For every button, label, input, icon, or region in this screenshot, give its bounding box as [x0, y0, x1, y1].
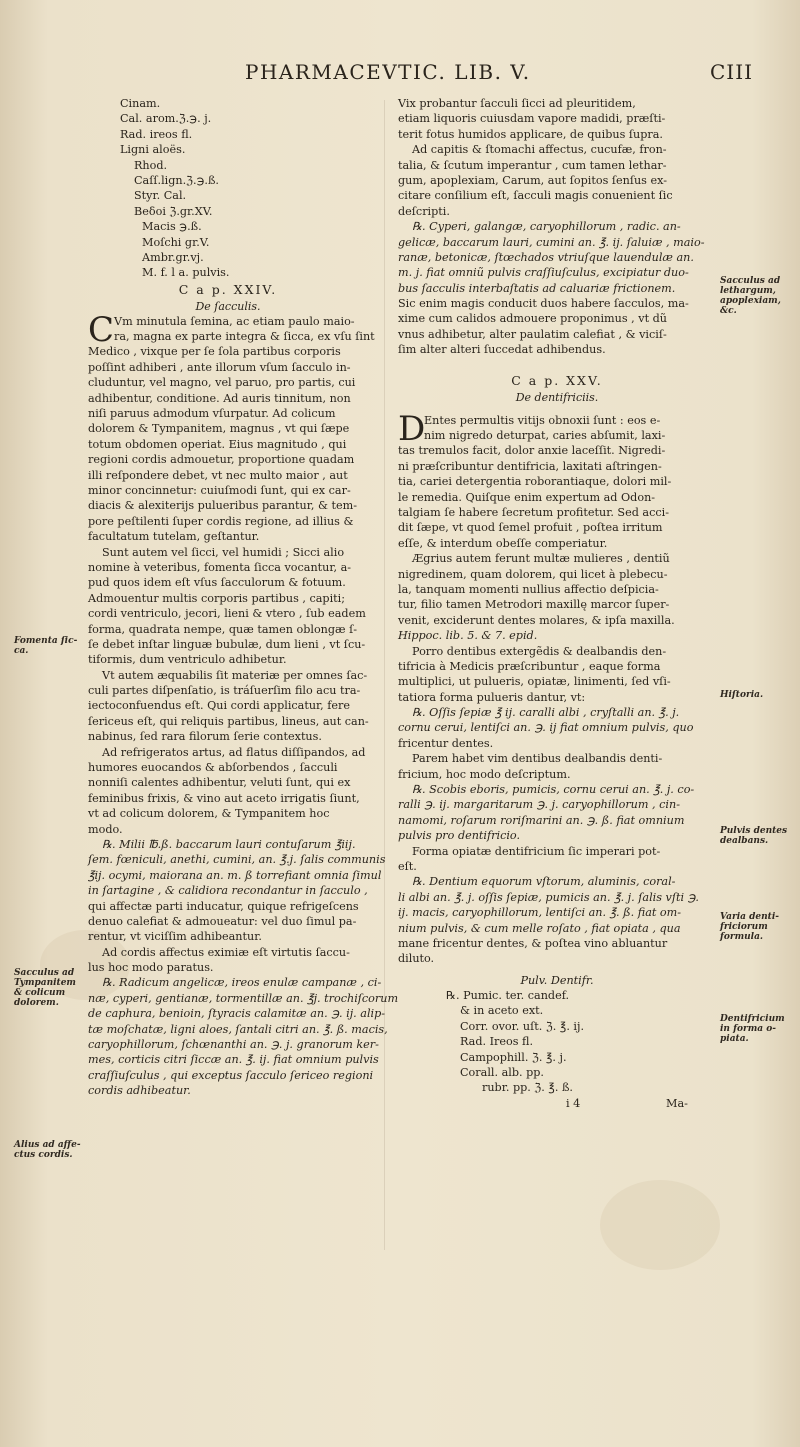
body-line: rentur, vt viciſſim adhibeantur.	[88, 930, 262, 944]
margin-note: Sacculus ad lethargum, apoplexiam, &c.	[720, 276, 781, 316]
body-line: Sunt autem vel ſicci, vel humidi ; Sicci alio	[102, 545, 345, 559]
body-line: niſi paruus admodum vſurpatur. Ad colicum	[88, 407, 336, 421]
body-line: Parem habet vim dentibus dealbandis denti-	[412, 752, 663, 766]
body-line: adhibentur, conditione. Ad auris tinnitum, non	[88, 391, 351, 405]
body-line: la, tanquam momenti nullius affectio deſpicia-	[398, 582, 659, 596]
body-line: cluduntur, vel magno, vel paruo, pro partis, cui	[88, 376, 356, 390]
paper-stain	[600, 1180, 720, 1270]
drop-capital: C	[88, 309, 115, 350]
body-line: talgiam ſe habere ſecretum profitetur. Sed acci-	[398, 505, 669, 519]
recipe-line: Ligni aloës.	[120, 143, 186, 157]
body-line: qui affectæ parti inducatur, quique refrigeſcens	[88, 899, 359, 913]
body-line: tatiora forma pulueris dantur, vt:	[398, 690, 586, 704]
body-line: Sic enim magis conducit duos habere ſacculos, ma-	[398, 297, 689, 311]
body-line: tas tremulos facit, dolor anxie laceſſit. Nigredi-	[398, 444, 666, 458]
body-line: dolorem & Tympanitem, magnus , vt qui ſæpe	[88, 422, 350, 436]
body-line: Medico , vixque per ſe ſola partibus corporis	[88, 345, 341, 359]
body-line: humores euocandos & abſorbendos , ſacculi	[88, 761, 338, 775]
body-line: nigredinem, quam dolorem, qui licet à plebecu-	[398, 567, 668, 581]
recipe-line: namomi, roſarum roriſmarini an. ℈. ß. fiat omnium	[398, 813, 685, 827]
body-line: tifricia à Medicis præſcribuntur , eaque forma	[398, 659, 661, 673]
body-line: xime cum calidos admouere proponimus , vt dũ	[398, 312, 668, 326]
recipe-line: tæ moſchatæ, ligni aloes, ſantali citri an. ℥. ß. macis,	[88, 1022, 388, 1036]
recipe-line: Cal. arom.ℨ.℈. j.	[120, 112, 212, 126]
recipe-line: fricentur dentes.	[398, 736, 494, 750]
body-line: diacis & alexiterijs pulueribus parantur, & tem-	[88, 499, 357, 513]
recipe-line: Rhod.	[134, 158, 168, 172]
body-line: poſſint adhiberi , ante illorum vſum ſacculo in-	[88, 360, 351, 374]
left-column	[88, 96, 399, 1099]
body-line: dit ſæpe, vt quod ſemel profuit , poſtea irritum	[398, 521, 663, 535]
recipe-title: Pulv. Dentifr.	[520, 973, 594, 987]
chapter-heading: C a p. XXIV.	[178, 281, 278, 297]
recipe-line: Moſchi gr.V.	[142, 235, 210, 249]
recipe-line: Corall. alb. pp.	[460, 1066, 544, 1080]
body-line: totum obdomen operiat. Eius magnitudo , qui	[88, 437, 347, 451]
body-line: etiam liquoris cuiusdam vapore madidi, præſti-	[398, 112, 666, 126]
body-line: ſim alter alteri ſuccedat adhibendus.	[398, 343, 606, 357]
body-line: diluto.	[398, 952, 435, 966]
body-line: talia, & ſcutum imperantur , cum tamen lethar-	[398, 158, 667, 172]
margin-note: Varia denti- friciorum formula.	[720, 912, 779, 942]
body-text: Entes permultis vitijs obnoxii ſunt : eos e-	[424, 413, 661, 427]
recipe-line: ℞. Milii ℔.ß. baccarum lauri contuſarum ℥iij.	[102, 837, 356, 851]
recipe-line: Macis ℈.ß.	[142, 220, 202, 234]
page-footer	[398, 1096, 716, 1111]
citation-line: Hippoc. lib. 5. & 7. epid.	[398, 629, 538, 643]
body-line: facultatum tutelam, geſtantur.	[88, 530, 260, 544]
body-line: forma, quadrata nempe, quæ tamen oblongæ ſ-	[88, 622, 358, 636]
body-line: vnus adhibetur, alter paulatim calefiat , & viciſ-	[398, 327, 667, 341]
body-line: regioni cordis admouetur, proportione quadam	[88, 453, 355, 467]
body-line: ni præſcribuntur dentifricia, laxitati aſtringen-	[398, 459, 662, 473]
body-line: terit fotus humidos applicare, de quibus ſupra.	[398, 127, 663, 141]
body-line: pud quos idem eſt vſus ſacculorum & fotuum.	[88, 576, 346, 590]
recipe-line: cornu cerui, lentiſci an. ℈. ij fiat omnium pulvis, quo	[398, 721, 694, 735]
body-line: modo.	[88, 822, 123, 836]
body-line: lus hoc modo paratus.	[88, 961, 214, 975]
recipe-line: Caſſ.lign.ℨ.℈.ß.	[134, 173, 219, 187]
recipe-line: Beδoi ℨ.gr.XV.	[134, 204, 213, 218]
body-line: nim nigredo deturpat, caries abſumit, laxi-	[424, 429, 666, 443]
body-line: tia, cariei detergentia roborantiaque, dolori mil-	[398, 475, 672, 489]
margin-note: Fomenta ſic- ca.	[14, 636, 78, 656]
recipe-line: ℞. Cyperi, galangæ, caryophillorum , radic. an-	[412, 220, 681, 234]
signature-mark: i 4	[566, 1096, 581, 1110]
body-line: pore peſtilenti ſuper cordis regione, ad illius &	[88, 514, 354, 528]
recipe-line: Campophill. ℨ. ℥. j.	[460, 1050, 567, 1064]
body-line: Ad capitis & ſtomachi affectus, cucufæ, fron-	[412, 143, 667, 157]
recipe-line: M. f. l a. pulvis.	[142, 266, 230, 280]
body-line: deſcripti.	[398, 204, 450, 218]
right-column	[398, 96, 716, 1111]
body-line: iectoconfuendus eſt. Qui cordi applicatur, fere	[88, 699, 351, 713]
body-line: Porro dentibus extergẽdis & dealbandis den-	[412, 644, 667, 658]
body-line: ſericeus eſt, qui reliquis partibus, lineus, aut can-	[88, 714, 369, 728]
recipe-line: cordis adhibeatur.	[88, 1084, 191, 1098]
body-line: Admouentur multis corporis partibus , capiti;	[88, 591, 346, 605]
body-line: mane fricentur dentes, & poſtea vino abluantur	[398, 936, 668, 950]
recipe-line: ſem. fœniculi, anethi, cumini, an. ℥.j. ſalis communis	[88, 853, 386, 867]
recipe-line: ℞. Scobis eboris, pumicis, cornu cerui an. ℥. j. co-	[412, 783, 695, 797]
recipe-line: ranæ, betonicæ, ſtœchados vtriuſque lauendulæ an.	[398, 250, 694, 264]
body-line: Ad refrigeratos artus, ad flatus diſſipandos, ad	[102, 745, 366, 759]
body-line: minor concinnetur: cuiuſmodi ſunt, qui ex car-	[88, 483, 351, 497]
body-line: citare conſilium eſt, ſacculi magis conuenient ſic	[398, 189, 673, 203]
recipe-line: Ambr.gr.vj.	[142, 250, 204, 264]
body-line: multiplici, ut pulueris, opiatæ, linimenti, ſed vſi-	[398, 675, 671, 689]
body-line: denuo calefiat & admoueatur: vel duo ſimul pa-	[88, 914, 357, 928]
chapter-subtitle: De dentifriciis.	[515, 390, 599, 404]
recipe-line: Rad. Ireos fl.	[460, 1035, 534, 1049]
catchword: Ma-	[666, 1096, 688, 1110]
recipe-line: bus ſacculis interbaſtatis ad caluariæ frictionem.	[398, 281, 676, 295]
recipe-line: ℞. Pumic. ter. candef.	[446, 989, 570, 1003]
recipe-line: Styr. Cal.	[134, 189, 187, 203]
body-text: Vm minutula ſemina, ac etiam paulo maio-	[114, 314, 355, 328]
body-line: le remedia. Quiſque enim expertum ad Odon-	[398, 490, 656, 504]
recipe-line: nium pulvis, & cum melle roſato , fiat opiata , qua	[398, 921, 681, 935]
recipe-line: ij. macis, caryophillorum, lentiſci an. ℥. ß. fiat om-	[398, 906, 682, 920]
body-line: tiformis, dum ventriculo adhibetur.	[88, 653, 287, 667]
recipe-line: ℞. Dentium equorum vſtorum, aluminis, coral-	[412, 875, 676, 889]
drop-capital: D	[398, 408, 426, 449]
body-line: illi reſpondere debet, vt nec multo maior , aut	[88, 468, 348, 482]
body-line: nomine à veteribus, fomenta ſicca vocantur, a-	[88, 560, 352, 574]
recipe-line: ℞. Radicum angelicæ, ireos enulæ campanæ , ci-	[102, 976, 382, 990]
recipe-line: pulvis pro dentifricio.	[398, 829, 521, 843]
body-line: ſe debet inſtar linguæ bubulæ, dum lieni , vt ſcu-	[88, 637, 366, 651]
recipe-line: ℞. Oſſis ſepiæ ℥ ij. caralli albi , cryſtalli an. ℥. j.	[412, 706, 680, 720]
margin-note: Pulvis dentes dealbans.	[720, 826, 788, 846]
recipe-line: m. j. fiat omniũ pulvis craſſiuſculus, excipiatur duo-	[398, 266, 689, 280]
recipe-line: næ, cyperi, gentianæ, tormentillæ an. ℥j. trochiſcorum	[88, 991, 399, 1005]
recipe-line: ralli ℈. ij. margaritarum ℈. j. caryophillorum , cin-	[398, 798, 680, 812]
body-line: vt ad colicum dolorem, & Tympanitem hoc	[88, 807, 330, 821]
body-line: cordi ventriculo, jecori, lieni & vtero , ſub eadem	[88, 607, 366, 621]
column-gutter	[384, 100, 385, 1250]
page-number: CIII	[710, 60, 754, 84]
body-line: gum, apoplexiam, Carum, aut ſopitos ſenſus ex-	[398, 173, 667, 187]
body-line: feminibus frixis, & vino aut aceto irrigatis ſiunt,	[88, 791, 360, 805]
body-line: nabinus, ſed rara filorum ſerie contextus.	[88, 730, 322, 744]
body-line: Vt autem æquabilis ſit materiæ per omnes ſac-	[102, 668, 368, 682]
margin-note: Dentifricium in forma o- piata.	[720, 1014, 785, 1044]
body-line: culi partes diſpenſatio, is tráſuerſim filo acu tra-	[88, 684, 361, 698]
body-line: ra, magna ex parte integra & ſicca, ex vſu ſint	[114, 330, 375, 344]
recipe-line: & in aceto ext.	[460, 1004, 544, 1018]
body-line: tur, filio tamen Metrodori maxillę marcor ſuper-	[398, 598, 670, 612]
recipe-line: mes, corticis citri ſiccæ an. ℥. ij. fiat omnium pulvis	[88, 1053, 379, 1067]
chapter-subtitle: De ſacculis.	[195, 299, 261, 313]
recipe-line: ℥ij. ocymi, maiorana an. m. ß torrefiant omnia ſimul	[88, 868, 382, 882]
recipe-line: craſſiuſculus , qui exceptus ſacculo ſericeo regioni	[88, 1068, 374, 1082]
recipe-line: gelicæ, baccarum lauri, cumini an. ℥. ij. ſaluiæ , maio-	[398, 235, 705, 249]
chapter-heading: C a p. XXV.	[511, 372, 603, 388]
body-line: nonniſi calentes adhibentur, veluti ſunt, qui ex	[88, 776, 351, 790]
body-line: eſt.	[398, 859, 417, 873]
body-line: Ad cordis affectus eximiæ eſt virtutis ſaccu-	[102, 945, 350, 959]
recipe-line: de caphura, benioin, ſtyracis calamitæ an. ℈. ij. alip-	[88, 1007, 386, 1021]
recipe-line: in ſartagine , & calidiora recondantur in ſacculo ,	[88, 884, 368, 898]
recipe-line: Corr. ovor. uſt. ℨ. ℥. ij.	[460, 1019, 585, 1033]
body-line: fricium, hoc modo deſcriptum.	[398, 767, 571, 781]
recipe-line: caryophillorum, ſchœnanthi an. ℈. j. granorum ker-	[88, 1038, 379, 1052]
body-line: eſſe, & interdum obeſſe comperiatur.	[398, 536, 608, 550]
running-title: PHARMACEVTIC. LIB. V.	[245, 60, 531, 84]
body-line: Ægrius autem ferunt multæ mulieres , dentiũ	[412, 552, 670, 566]
recipe-line: Rad. ireos fl.	[120, 127, 193, 141]
recipe-line: Cinam.	[120, 97, 161, 110]
margin-note: Alius ad affe- ctus cordis.	[14, 1140, 81, 1160]
recipe-line: rubr. pp. ℨ. ℥. ß.	[482, 1081, 573, 1095]
margin-note: Sacculus ad Tympanitem & colicum dolorem.	[14, 968, 76, 1008]
margin-note: Hiſtoria.	[720, 690, 764, 700]
recipe-line: li albi an. ℥. j. oſſis ſepiæ, pumicis an. ℥. j. ſalis vſti ℈.	[398, 890, 699, 904]
body-line: Forma opiatæ dentifricium ſic imperari pot-	[412, 844, 661, 858]
body-line: Vix probantur ſacculi ſicci ad pleuritidem,	[398, 97, 636, 110]
body-line: venit, exciderunt dentes molares, & ipſa maxilla.	[398, 613, 675, 627]
running-head	[0, 40, 800, 84]
